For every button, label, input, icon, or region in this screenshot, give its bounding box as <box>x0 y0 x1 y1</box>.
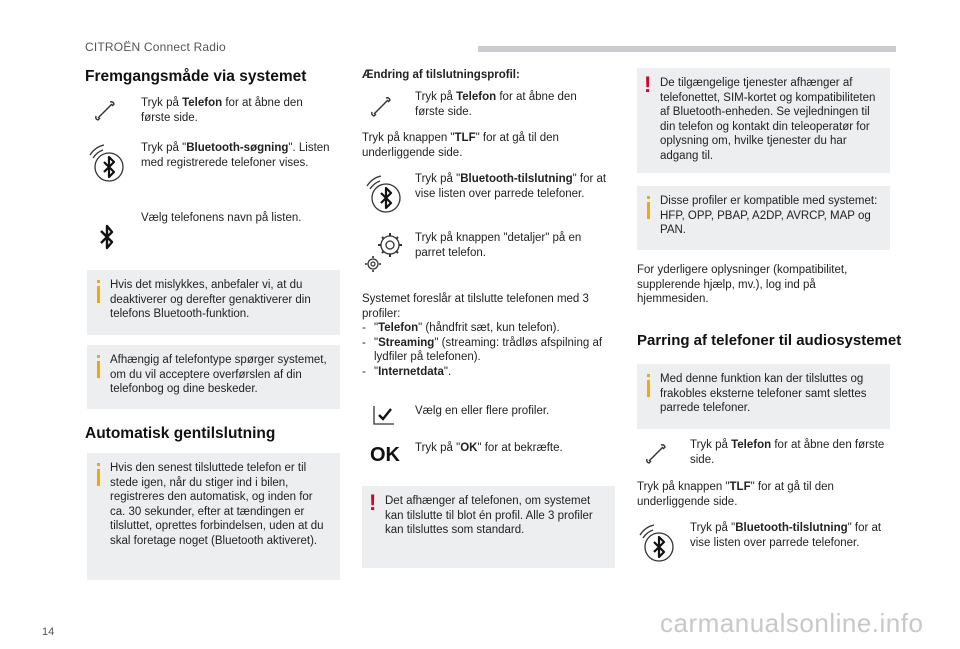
bluetooth-connection-icon <box>637 523 677 565</box>
step-bluetooth-connection-2: Tryk på "Bluetooth-tilslutning" for at vise listen over parrede telefoner. <box>690 522 882 549</box>
settings-gears-icon <box>364 229 406 273</box>
profiles-description: Systemet foreslår at tilslutte telefonen med 3 profiler: - "Telefon" (håndfrit sæt, kun telefon). - "Streaming" (streaming: trådløs afspilning af lydfiler på telefonen). - "Internetdata". <box>362 293 603 378</box>
info-box-profiles-compatible: Disse profiler er kompatible med systemet: HFP, OPP, PBAP, A2DP, AVRCP, MAP og PAN. <box>637 186 890 250</box>
ok-icon: OK <box>370 444 400 466</box>
step-press-tlf-2: Tryk på knappen "TLF" for at gå til den underliggende side. <box>637 481 834 508</box>
watermark: carmanualsonline.info <box>660 608 924 638</box>
header-bar <box>478 46 896 52</box>
subtitle-profile-change: Ændring af tilslutningsprofil: <box>362 69 520 81</box>
section-title-auto-reconnect: Automatisk gentilslutning <box>85 425 276 442</box>
step-select-phone: Vælg telefonens navn på listen. <box>141 212 302 224</box>
bluetooth-search-icon <box>87 143 127 185</box>
info-icon <box>95 463 103 489</box>
info-box-auto-reconnect: Hvis den senest tilsluttede telefon er til stede igen, når du stiger ind i bilen, registreres den automatisk, og inden for ca. 30 sekunder, efter at tændingen er tilsluttet, oprettes forbindelsen, uden at du skal foretage noget (Bluetooth aktiveret). <box>87 453 340 580</box>
header-brand: CITROËN Connect Radio <box>85 40 226 54</box>
step-press-telefon: Tryk på Telefon for at åbne den første side. <box>141 97 303 124</box>
info-icon <box>645 374 653 400</box>
warning-icon: ! <box>644 72 652 97</box>
section-title-audio-pairing: Parring af telefoner til audiosystemet <box>637 332 902 349</box>
step-press-tlf: Tryk på knappen "TLF" for at gå til den underliggende side. <box>362 132 559 159</box>
step-bluetooth-search: Tryk på "Bluetooth-søgning". Listen med registrerede telefoner vises. <box>141 142 330 169</box>
step-press-telefon-3: Tryk på Telefon for at åbne den første side. <box>690 439 885 466</box>
phone-icon <box>94 100 116 122</box>
step-press-ok: Tryk på "OK" for at bekræfte. <box>415 442 563 454</box>
info-box-audio-pairing: Med denne funktion kan der tilsluttes og frakobles eksterne telefoner samt slettes parrede telefoner. <box>637 364 890 429</box>
warning-box-profiles: ! Det afhænger af telefonen, om systemet kan tilslutte til blot én profil. Alle 3 profiler kan tilsluttes som standard. <box>362 486 615 568</box>
step-bluetooth-connection: Tryk på "Bluetooth-tilslutning" for at vise listen over parrede telefoner. <box>415 173 607 200</box>
checkmark-icon <box>372 404 396 426</box>
more-information: For yderligere oplysninger (kompatibilitet, supplerende hjælp, mv.), log ind på hjemmesiden. <box>637 264 848 305</box>
info-box-phonebook: Afhængig af telefontype spørger systemet, om du vil acceptere overførslen af din telefonbog og dine beskeder. <box>87 345 340 409</box>
bluetooth-icon <box>98 222 116 252</box>
step-details: Tryk på knappen "detaljer" på en parret telefon. <box>415 232 582 259</box>
phone-icon <box>645 443 667 465</box>
bluetooth-connection-icon <box>364 174 404 216</box>
info-icon <box>95 280 103 306</box>
phone-icon <box>370 96 392 118</box>
section-title-pairing-via-system: Fremgangsmåde via systemet <box>85 68 307 85</box>
warning-box-services: ! De tilgængelige tjenester afhænger af telefonettet, SIM-kortet og kompatibiliteten af Bluetooth-enheden. Se vejledningen til din telefon og kontakt din teleoperatør for oplysning om, hvilke tjenester du har adgang til. <box>637 68 890 173</box>
warning-icon: ! <box>369 490 377 515</box>
info-icon <box>95 355 103 381</box>
page-number: 14 <box>42 626 55 638</box>
step-select-profiles: Vælg en eller flere profiler. <box>415 405 550 417</box>
step-press-telefon-2: Tryk på Telefon for at åbne den første side. <box>415 91 577 118</box>
info-icon <box>645 196 653 222</box>
info-box-failure: Hvis det mislykkes, anbefaler vi, at du deaktiverer og derefter genaktiverer din telefons Bluetooth-funktion. <box>87 270 340 335</box>
